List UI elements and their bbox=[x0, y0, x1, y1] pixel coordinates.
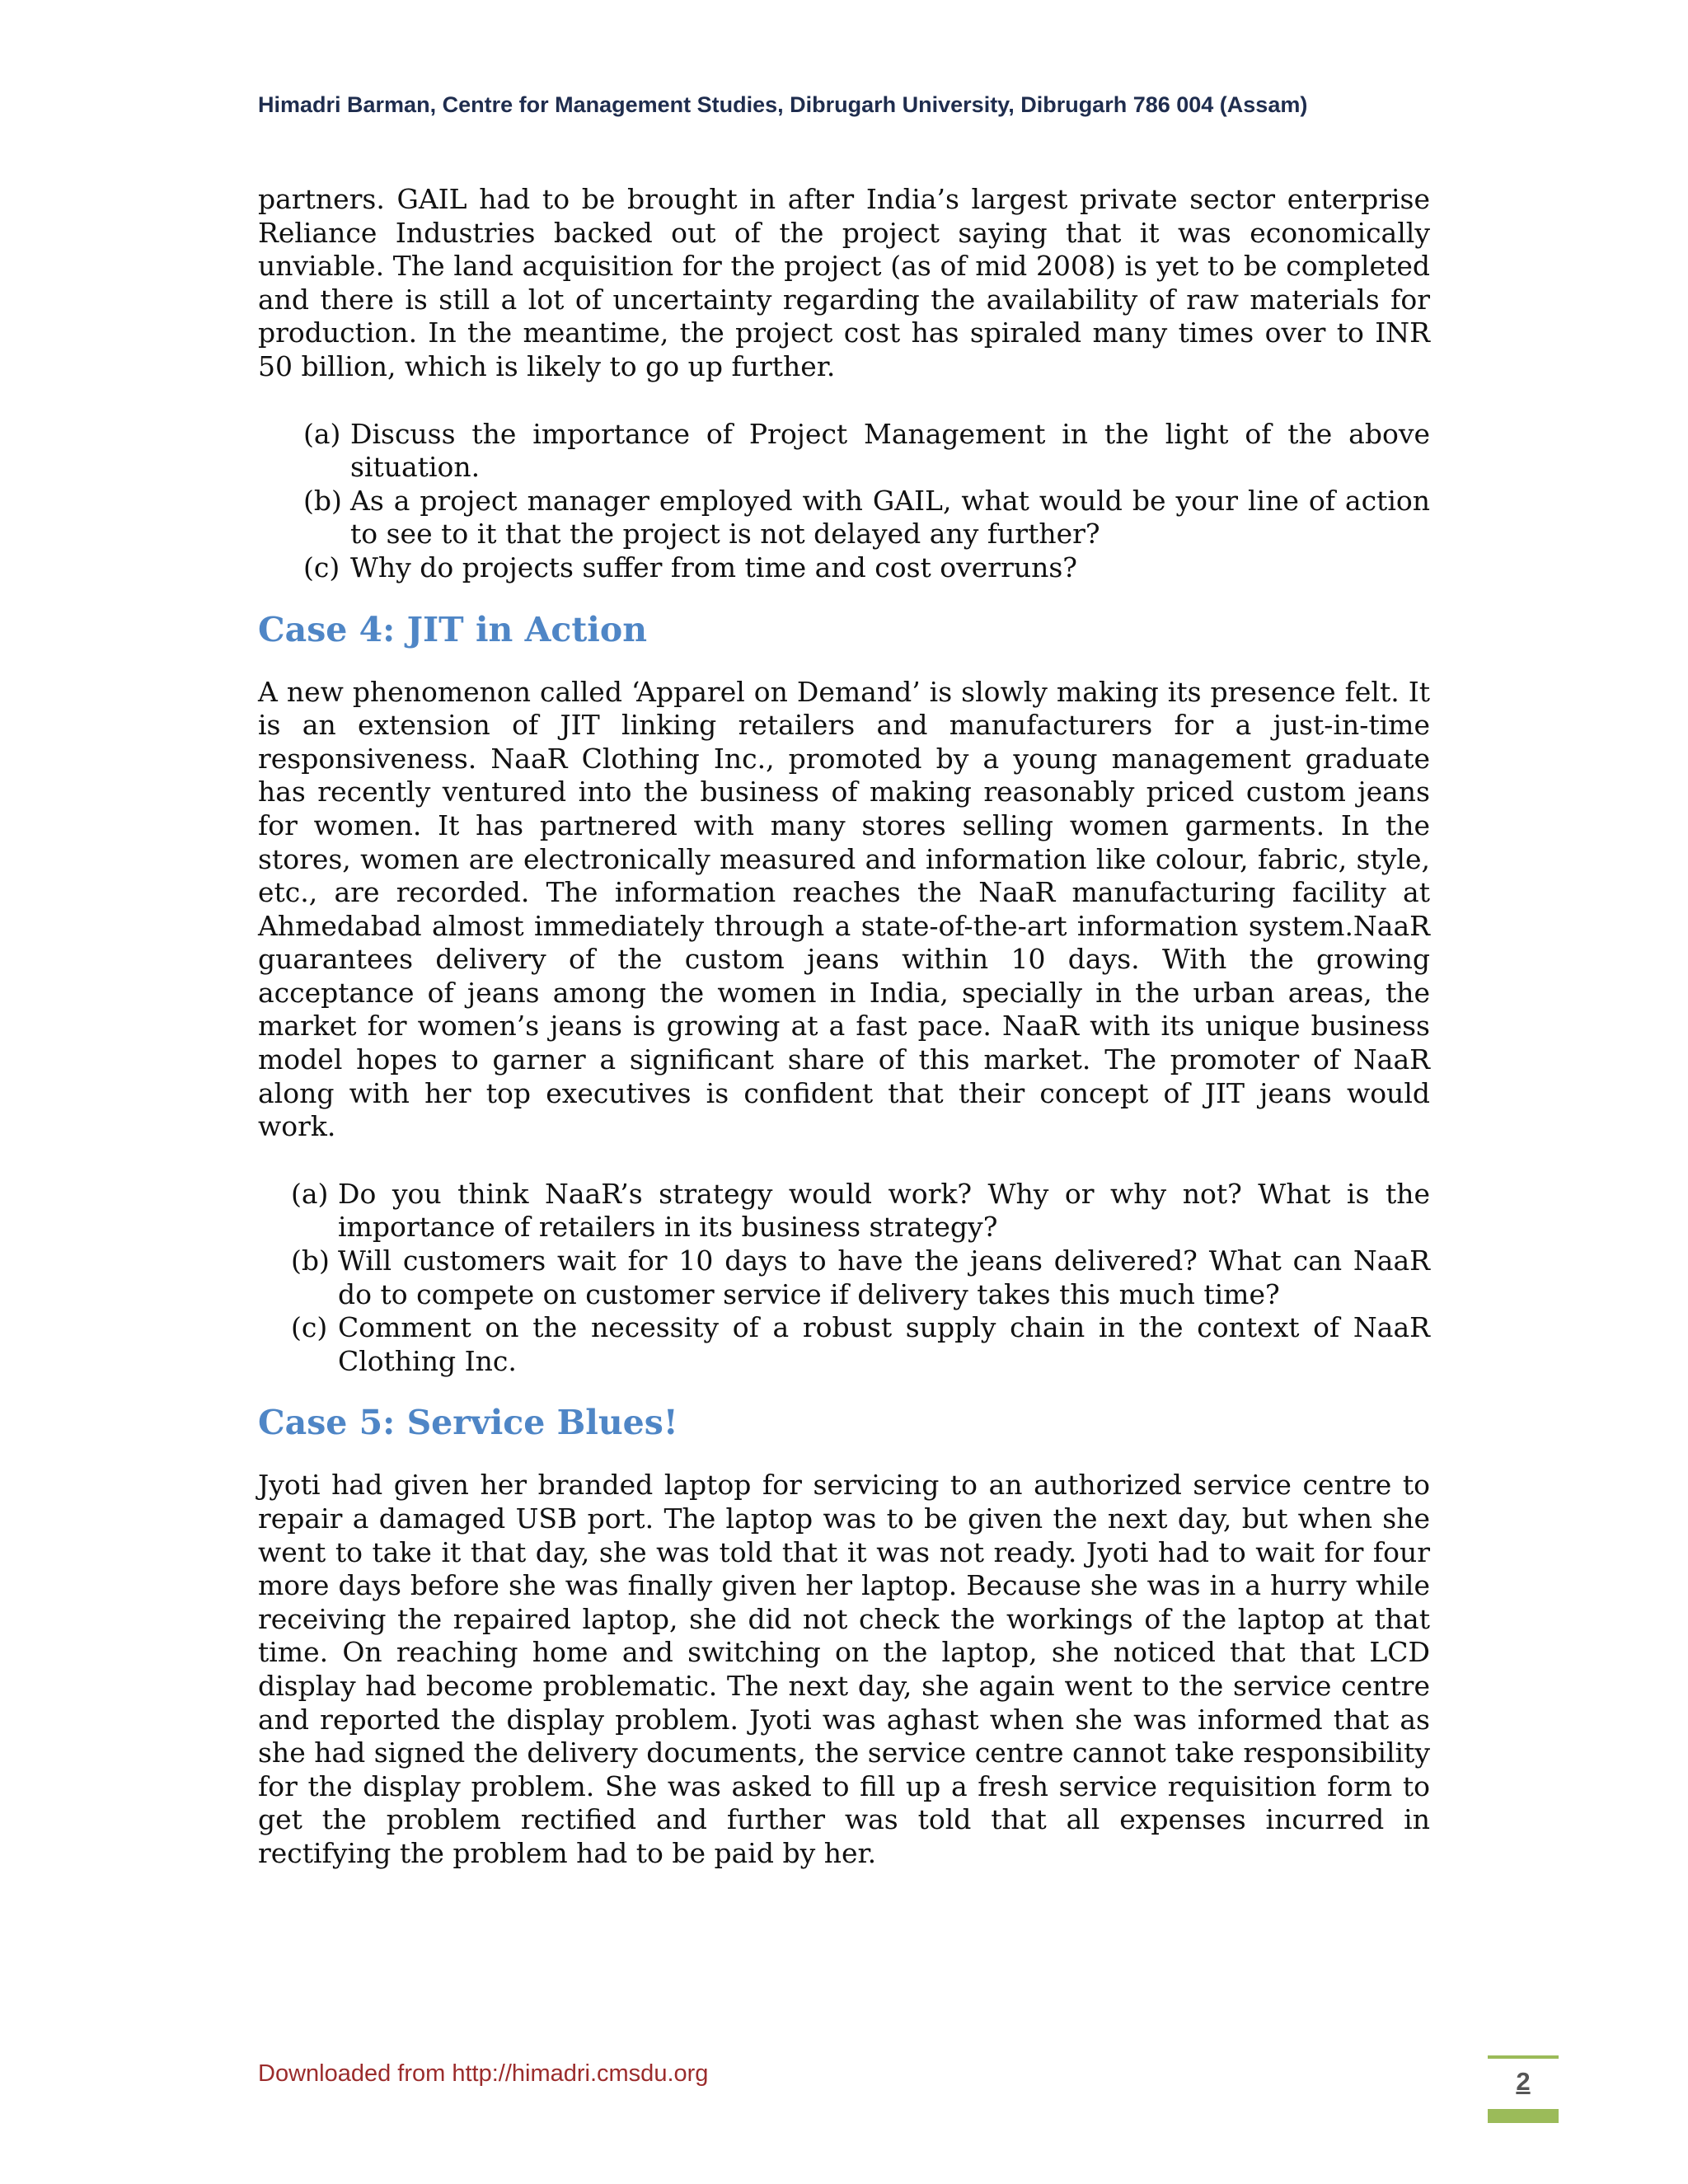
page-number-top-rule bbox=[1488, 2055, 1559, 2059]
case4-questions bbox=[291, 1178, 1430, 1379]
list-marker: (c) bbox=[291, 1311, 328, 1344]
case3-paragraph: partners. GAIL had to be brought in after India’s largest private sector enterprise Reliance Industries backed out of the project saying that it was economically unviable. The land acquisition for the project (as of mid 2008) is yet to be completed and there is still a lot of uncertainty regarding the availability of raw materials for production. In the meantime, the project cost has spiraled many times over to INR 50 billion, which is likely to go up further. bbox=[258, 183, 1430, 382]
case4-heading: Case 4: JIT in Action bbox=[258, 609, 648, 649]
list-marker: (b) bbox=[291, 1244, 330, 1277]
case4-paragraph: A new phenomenon called ‘Apparel on Demand’ is slowly making its presence felt. It is an extension of JIT linking retailers and manufacturers for a just-in-time responsiveness. NaaR Clothing Inc., promoted by a young management graduate has recently ventured into the business of making reasonably priced custom jeans for women. It has partnered with many stores selling women garments. In the stores, women are electronically measured and information like colour, fabric, style, etc., are recorded. The information reaches the NaaR manufacturing facility at Ahmedabad almost immediately through a state-of-the-art information system.NaaR guarantees delivery of the custom jeans within 10 days. With the growing acceptance of jeans among the women in India, specially in the urban areas, the market for women’s jeans is growing at a fast pace. NaaR with its unique business model hopes to garner a significant share of this market. The promoter of NaaR along with her top executives is confident that their concept of JIT jeans would work. bbox=[258, 675, 1430, 1143]
list-marker: (a) bbox=[303, 417, 341, 450]
case5-heading: Case 5: Service Blues! bbox=[258, 1403, 678, 1443]
list-item bbox=[303, 418, 1430, 485]
list-marker: (c) bbox=[303, 551, 340, 583]
list-item bbox=[291, 1178, 1430, 1244]
question-text: Will customers wait for 10 days to have the jeans delivered? What can NaaR do to compete on customer service if delivery takes this much time? bbox=[338, 1244, 1430, 1310]
page-number-accent-bar bbox=[1488, 2109, 1559, 2123]
question-text: Why do projects suffer from time and cost overruns? bbox=[350, 551, 1077, 583]
list-item bbox=[303, 485, 1430, 551]
document-body bbox=[258, 183, 1430, 1871]
footer-download-link[interactable]: Downloaded from http://himadri.cmsdu.org bbox=[258, 2060, 709, 2087]
page-header: Himadri Barman, Centre for Management Studies, Dibrugarh University, Dibrugarh 786 004 (Assam) bbox=[258, 92, 1308, 117]
list-item bbox=[291, 1244, 1430, 1311]
list-marker: (a) bbox=[291, 1177, 329, 1210]
list-item bbox=[291, 1311, 1430, 1378]
question-text: As a project manager employed with GAIL, what would be your line of action to see to it that the project is not delayed any further? bbox=[350, 484, 1430, 551]
page-number: 2 bbox=[1516, 2067, 1531, 2096]
question-text: Do you think NaaR’s strategy would work? Why or why not? What is the importance of retailers in its business strategy? bbox=[338, 1177, 1430, 1244]
list-item bbox=[303, 551, 1430, 585]
question-text: Comment on the necessity of a robust supply chain in the context of NaaR Clothing Inc. bbox=[338, 1311, 1430, 1377]
page-number-box bbox=[1488, 2055, 1559, 2123]
case3-questions bbox=[303, 418, 1430, 585]
case5-paragraph: Jyoti had given her branded laptop for servicing to an authorized service centre to repair a damaged USB port. The laptop was to be given the next day, but when she went to take it that day, she was told that it was not ready. Jyoti had to wait for four more days before she was finally given her laptop. Because she was in a hurry while receiving the repaired laptop, she did not check the workings of the laptop at that time. On reaching home and switching on the laptop, she noticed that that LCD display had become problematic. The next day, she again went to the service centre and reported the display problem. Jyoti was aghast when she was informed that as she had signed the delivery documents, the service centre cannot take responsibility for the display problem. She was asked to fill up a fresh service requisition form to get the problem rectified and further was told that all expenses incurred in rectifying the problem had to be paid by her. bbox=[258, 1469, 1430, 1869]
list-marker: (b) bbox=[303, 484, 342, 517]
question-text: Discuss the importance of Project Management in the light of the above situation. bbox=[350, 417, 1430, 484]
